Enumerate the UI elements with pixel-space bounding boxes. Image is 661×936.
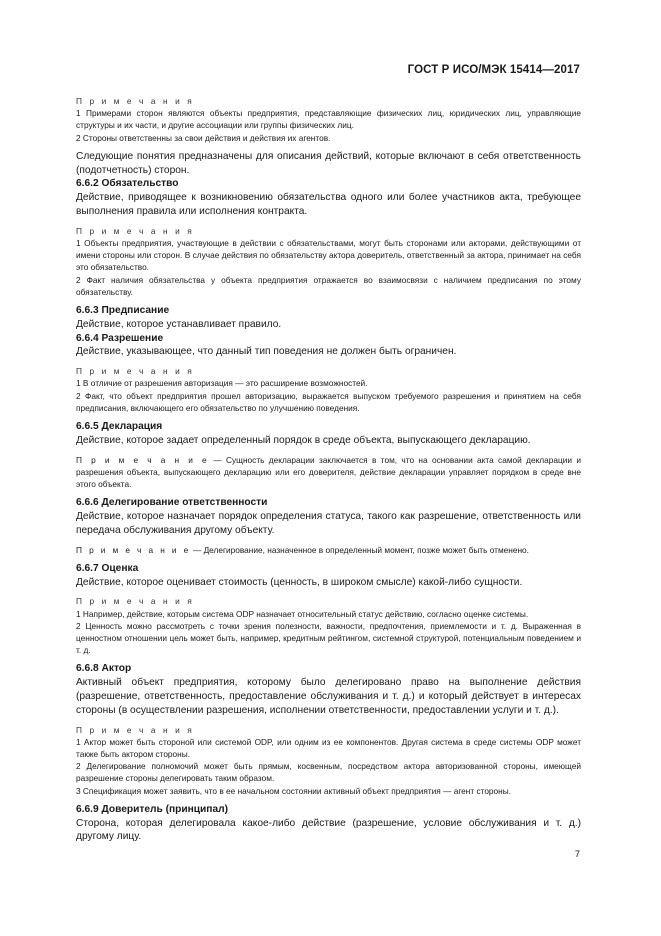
notes-label: П р и м е ч а н и я bbox=[76, 724, 195, 735]
section-6-6-3-definition: Действие, которое устанавливает правило. bbox=[76, 318, 282, 330]
note-1: 1 Актор может быть стороной или системой ODP, или одним из ее компонентов. Другая система в среде системы ODP может также быть актором стороны. bbox=[76, 736, 581, 760]
note-label: П р и м е ч а н и е bbox=[76, 544, 191, 555]
section-6-6-4-title: 6.6.4 Разрешение bbox=[76, 332, 164, 344]
section-6-6-3-title: 6.6.3 Предписание bbox=[76, 305, 170, 317]
section-6-6-7-definition: Действие, которое оценивает стоимость (ценность, в широком смысле) какой-либо сущности. bbox=[76, 576, 523, 588]
note-1: 1 Объекты предприятия, участвующие в действии с обязательствами, могут быть сторонами или акторами, действующими от имени стороны или сторон. В случае действия по обязательству актора доверитель, ответственный за актора, принимает на себя это обязательство. bbox=[76, 238, 581, 273]
notes-label: П р и м е ч а н и я bbox=[76, 596, 195, 607]
section-6-6-9-title: 6.6.9 Доверитель (принципал) bbox=[76, 803, 228, 815]
note-2: 2 Факт наличия обязательства у объекта предприятия отражается во взаимосвязи с наличием предписания по этому обязательству. bbox=[76, 274, 581, 297]
note-2: 2 Ценность можно рассмотреть с точки зрения полезности, важности, предпочтения, приемлемости и т. д. Выраженная в ценностном отношении цель может быть, например, кредитным рейтингом, системной структурой, потенциальным поведением и т. д. bbox=[76, 620, 581, 656]
note-2: 2 Факт, что объект предприятия прошел авторизацию, выражается выпуском требуемого разрешения и принятием на себя предписания, включающего его обязательство по улучшению поведения. bbox=[76, 390, 581, 413]
section-6-6-6-note bbox=[76, 544, 581, 556]
section-6-6-2-definition: Действие, приводящее к возникновению обязательства одного или более участников акта, требующее выполнения правила или исполнения контракта. bbox=[76, 192, 581, 217]
note-1: 1 Примерами сторон являются объекты предприятия, представляющие физических лиц, юридических лиц, управляющие структуры и их части, и другие ассоциации или группы физических лиц. bbox=[76, 108, 581, 131]
section-6-6-9-definition: Сторона, которая делегировала какое-либо действие (разрешение, условие обслуживания и т. д.) другому лицу. bbox=[76, 817, 581, 843]
section-6-6-8-title: 6.6.8 Актор bbox=[76, 663, 132, 675]
section-6-6-2-title: 6.6.2 Обязательство bbox=[76, 178, 179, 190]
section-6-6-7-title: 6.6.7 Оценка bbox=[76, 562, 139, 574]
note-text: — Сущность декларации заключается в том, что на основании акта самой декларации и разрешения объекта, выпускающего декларацию или его доверителя, действие декларации управляет порядком в среде вне этого объекта. bbox=[76, 454, 581, 490]
section-6-6-6-definition: Действие, которое назначает порядок определения статуса, такого как разрешение, ответственность или передача обслуживания другому объекту. bbox=[76, 511, 581, 536]
note-1: 1 Например, действие, которым система ODP назначает относительный статус действию, согласно оценке системы. bbox=[76, 608, 529, 619]
page-number: 7 bbox=[574, 849, 580, 860]
note-3: 3 Спецификация может заявить, что в ее начальном состоянии активный объект предприятия — агент стороны. bbox=[76, 785, 512, 796]
section-6-6-5-definition: Действие, которое задает определенный порядок в среде объекта, выпускающего декларацию. bbox=[76, 434, 531, 446]
section-6-6-8-definition: Активный объект предприятия, которому было делегировано право на выполнение действия (разрешение, ответственность, предоставление обслуживания и т. д.) и который действует в интересах стороны (в осуществлении разрешения, исполнении ответственности, предоставлении услуги и т. д.). bbox=[76, 677, 581, 716]
section-6-6-5-note bbox=[76, 454, 581, 491]
note-text: — Делегирование, назначенное в определенный момент, позже может быть отменено. bbox=[190, 544, 529, 555]
notes-label: П р и м е ч а н и я bbox=[76, 96, 195, 106]
section-6-6-5-title: 6.6.5 Декларация bbox=[76, 421, 163, 433]
intro-paragraph: Следующие понятия предназначены для описания действий, которые включают в себя ответственность (подотчетность) сторон. bbox=[76, 150, 581, 176]
note-2: 2 Стороны ответственны за свои действия и действия их агентов. bbox=[76, 132, 331, 143]
note-2: 2 Делегирование полномочий может быть прямым, косвенным, посредством актора авторизованной стороны, имеющей разрешение стороны делегировать таким образом. bbox=[76, 761, 581, 784]
section-6-6-4-definition: Действие, указывающее, что данный тип поведения не должен быть ограничен. bbox=[76, 346, 457, 358]
notes-label: П р и м е ч а н и я bbox=[76, 366, 195, 377]
note-1: 1 В отличие от разрешения авторизация — это расширение возможностей. bbox=[76, 378, 368, 389]
page-content bbox=[76, 95, 581, 844]
notes-label: П р и м е ч а н и я bbox=[76, 225, 195, 236]
note-label: П р и м е ч а н и е bbox=[76, 454, 210, 465]
document-header: ГОСТ Р ИСО/МЭК 15414—2017 bbox=[407, 64, 580, 76]
section-6-6-6-title: 6.6.6 Делегирование ответственности bbox=[76, 497, 268, 509]
